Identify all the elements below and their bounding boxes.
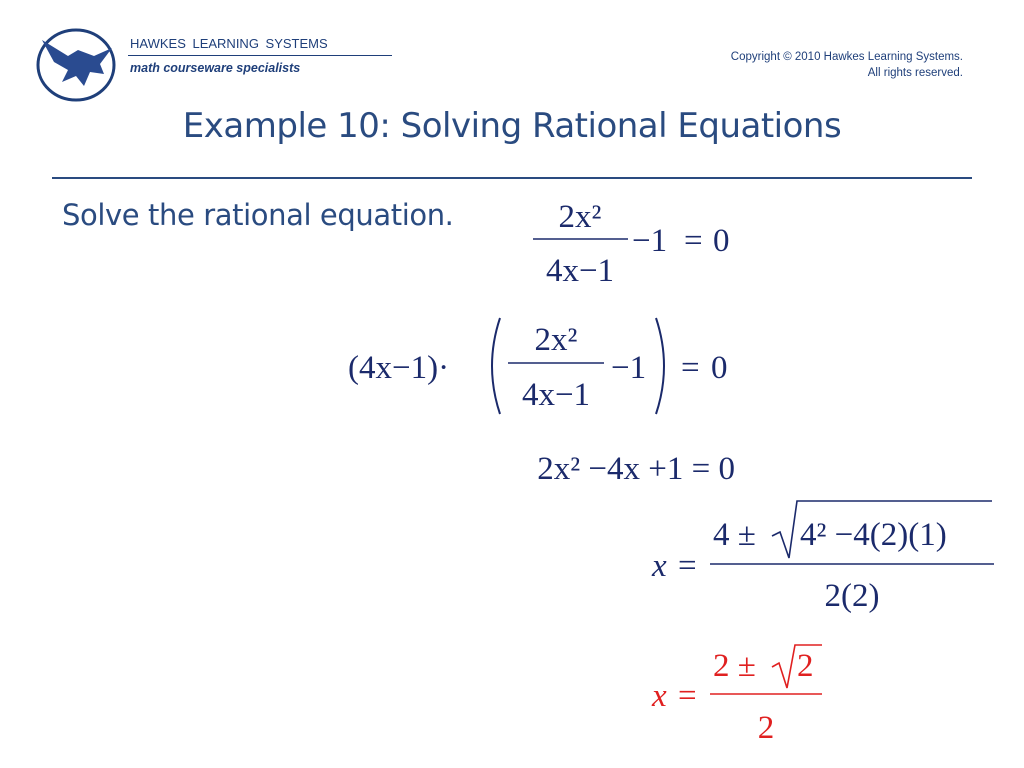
copyright-line-2: All rights reserved.	[867, 67, 963, 79]
eq5-equals: =	[678, 678, 697, 714]
equation-5-answer	[651, 645, 822, 746]
eq2-lhs: (4x−1)·	[348, 350, 450, 386]
eq4-denominator: 2(2)	[824, 578, 880, 614]
eq2-denominator: 4x−1	[521, 377, 591, 413]
eq5-radicand: 2	[797, 648, 814, 684]
eq4-radicand: 4² −4(2)(1)	[800, 517, 947, 553]
copyright-line-1: Copyright © 2010 Hawkes Learning Systems.	[730, 51, 963, 63]
eq2-left-big-paren	[492, 318, 500, 414]
eq2-equals: =	[681, 350, 700, 386]
eq2-numerator: 2x²	[534, 322, 578, 358]
eq1-numerator: 2x²	[558, 199, 602, 235]
eq4-equals: =	[678, 548, 697, 584]
prompt-text: Solve the rational equation.	[62, 198, 454, 232]
eq2-right-big-paren	[656, 318, 664, 414]
brand-name: HAWKES LEARNING SYSTEMS	[128, 36, 392, 56]
slide-title: Example 10: Solving Rational Equations	[182, 106, 842, 146]
equation-3: 2x² −4x +1 = 0	[537, 451, 735, 487]
eq2-minus-one: −1	[611, 350, 647, 386]
eq5-denominator: 2	[757, 710, 775, 746]
eq4-x: x	[652, 548, 667, 584]
brand-tagline: math courseware specialists	[130, 61, 301, 75]
eq5-x: x	[652, 678, 667, 714]
eq2-zero: 0	[711, 350, 728, 386]
equation-2	[348, 318, 728, 414]
eq4-numerator-prefix: 4 ±	[713, 517, 756, 553]
eq1-denominator: 4x−1	[545, 253, 615, 289]
equation-1	[533, 199, 730, 289]
eq5-numerator-prefix: 2 ±	[713, 648, 756, 684]
equation-4	[651, 501, 994, 614]
eq1-zero: 0	[713, 223, 730, 259]
eq1-equals: =	[684, 223, 703, 259]
eq1-minus-one: −1	[632, 223, 668, 259]
